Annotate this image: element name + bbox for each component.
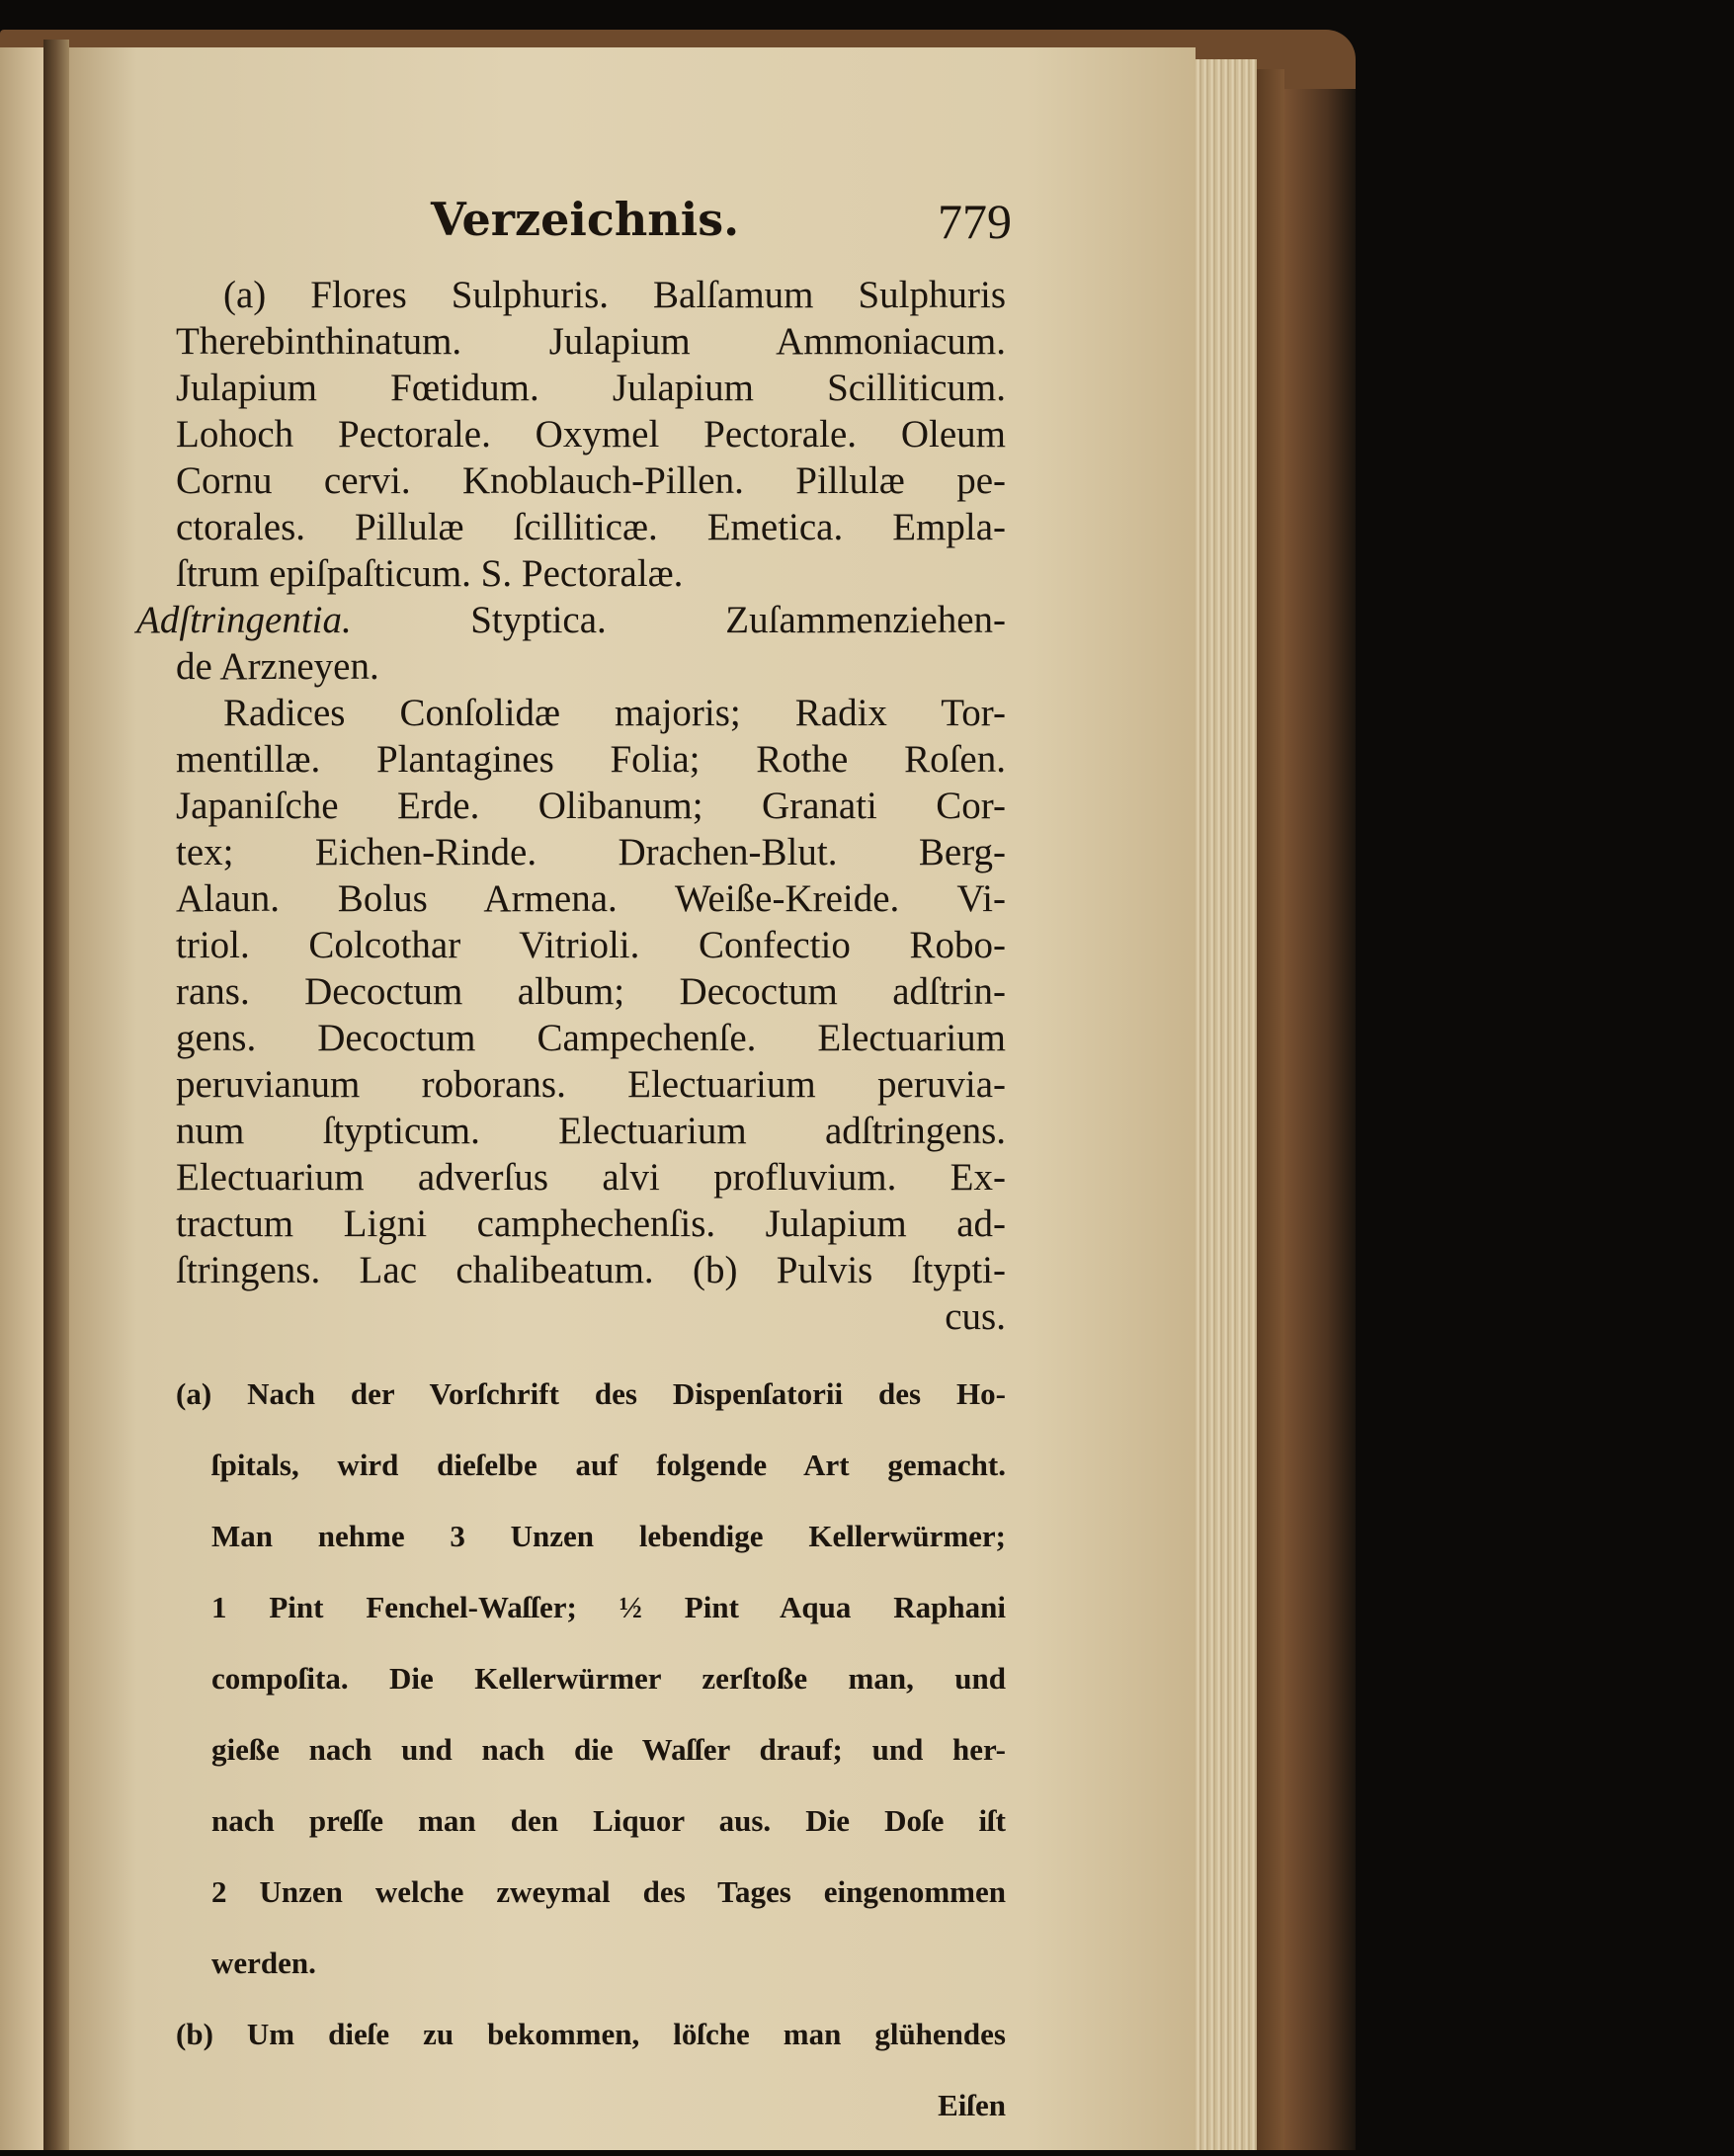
section-heading — [136, 597, 1006, 643]
book-gutter — [43, 40, 69, 2150]
text-line: mentillæ. Plantagines Folia; Rothe Roſen. — [176, 738, 1006, 781]
text-line: tractum Ligni camphechenſis. Julapium ad- — [176, 1202, 1006, 1245]
text-line: Julapium Fœtidum. Julapium Scilliticum. — [176, 367, 1006, 409]
page-edges — [1196, 59, 1257, 2150]
text-line: gens. Decoctum Campechenſe. Electuarium — [176, 1017, 1006, 1059]
left-page-edge — [0, 47, 43, 2150]
text-line: Alaun. Bolus Armena. Weiße-Kreide. Vi- — [176, 877, 1006, 920]
text-line: rans. Decoctum album; Decoctum adſtrin- — [176, 970, 1006, 1013]
main-text — [136, 272, 1006, 1340]
text-line: Lohoch Pectorale. Oxymel Pectorale. Oleum — [176, 413, 1006, 456]
catchword: cus. — [945, 1295, 1006, 1338]
text-line: Japaniſche Erde. Olibanum; Granati Cor- — [176, 785, 1006, 827]
text-line: (a) Flores Sulphuris. Balſamum Sulphuris — [223, 274, 1006, 316]
text-line: Radices Conſolidæ majoris; Radix Tor- — [223, 692, 1006, 734]
page-number: 779 — [938, 194, 1012, 249]
text-line: Therebinthinatum. Julapium Ammoniacum. — [176, 320, 1006, 363]
footnote-line: gieße nach und nach die Waſſer drauf; und her- — [211, 1732, 1006, 1767]
footnote-line: Man nehme 3 Unzen lebendige Kellerwürmer; — [211, 1519, 1006, 1553]
footnote-line: (a) Nach der Vorſchrift des Dispenſatorii des Ho- — [176, 1376, 1006, 1411]
text-line: triol. Colcothar Vitrioli. Confectio Robo- — [176, 924, 1006, 966]
page-content — [136, 193, 1012, 2156]
text-line: Cornu cervi. Knoblauch-Pillen. Pillulæ pe- — [176, 459, 1006, 502]
text-line: ctorales. Pillulæ ſcilliticæ. Emetica. Empla- — [176, 506, 1006, 548]
section-heading-rest: Styptica. Zuſammenziehen- — [351, 599, 1006, 641]
footnote-line: nach preſſe man den Liquor aus. Die Doſe iſt — [211, 1803, 1006, 1838]
text-line: num ſtypticum. Electuarium adſtringens. — [176, 1110, 1006, 1152]
page-header — [176, 193, 1012, 272]
footnotes — [176, 1373, 1006, 2125]
footnote-line: ſpitals, wird dieſelbe auf folgende Art gemacht. — [211, 1448, 1006, 1482]
footnote-line: 1 Pint Fenchel-Waſſer; ½ Pint Aqua Raphani — [211, 1590, 1006, 1624]
running-title: Verzeichnis. — [431, 193, 740, 246]
text-line: tex; Eichen-Rinde. Drachen-Blut. Berg- — [176, 831, 1006, 873]
cover-edge — [1284, 89, 1356, 2150]
footnote-line: compoſita. Die Kellerwürmer zerſtoße man, und — [211, 1661, 1006, 1696]
footnote-line: 2 Unzen welche zweymal des Tages eingenommen — [211, 1874, 1006, 1909]
footnote-catchword: Eiſen — [938, 2088, 1006, 2122]
text-line: ſtringens. Lac chalibeatum. (b) Pulvis ſtypti- — [176, 1249, 1006, 1291]
text-line: ſtrum epiſpaſticum. S. Pectoralæ. — [176, 552, 684, 595]
text-line: peruvianum roborans. Electuarium peruvia- — [176, 1063, 1006, 1106]
footnote-line: werden. — [211, 1946, 316, 1980]
page-edges-shadow — [1257, 69, 1284, 2150]
footnote-line: (b) Um dieſe zu bekommen, löſche man glühendes — [176, 2017, 1006, 2051]
text-line: de Arzneyen. — [176, 645, 379, 688]
text-line: Electuarium adverſus alvi profluvium. Ex- — [176, 1156, 1006, 1199]
section-heading-latin: Adſtringentia. — [136, 599, 352, 641]
section-heading-text — [136, 599, 1006, 641]
